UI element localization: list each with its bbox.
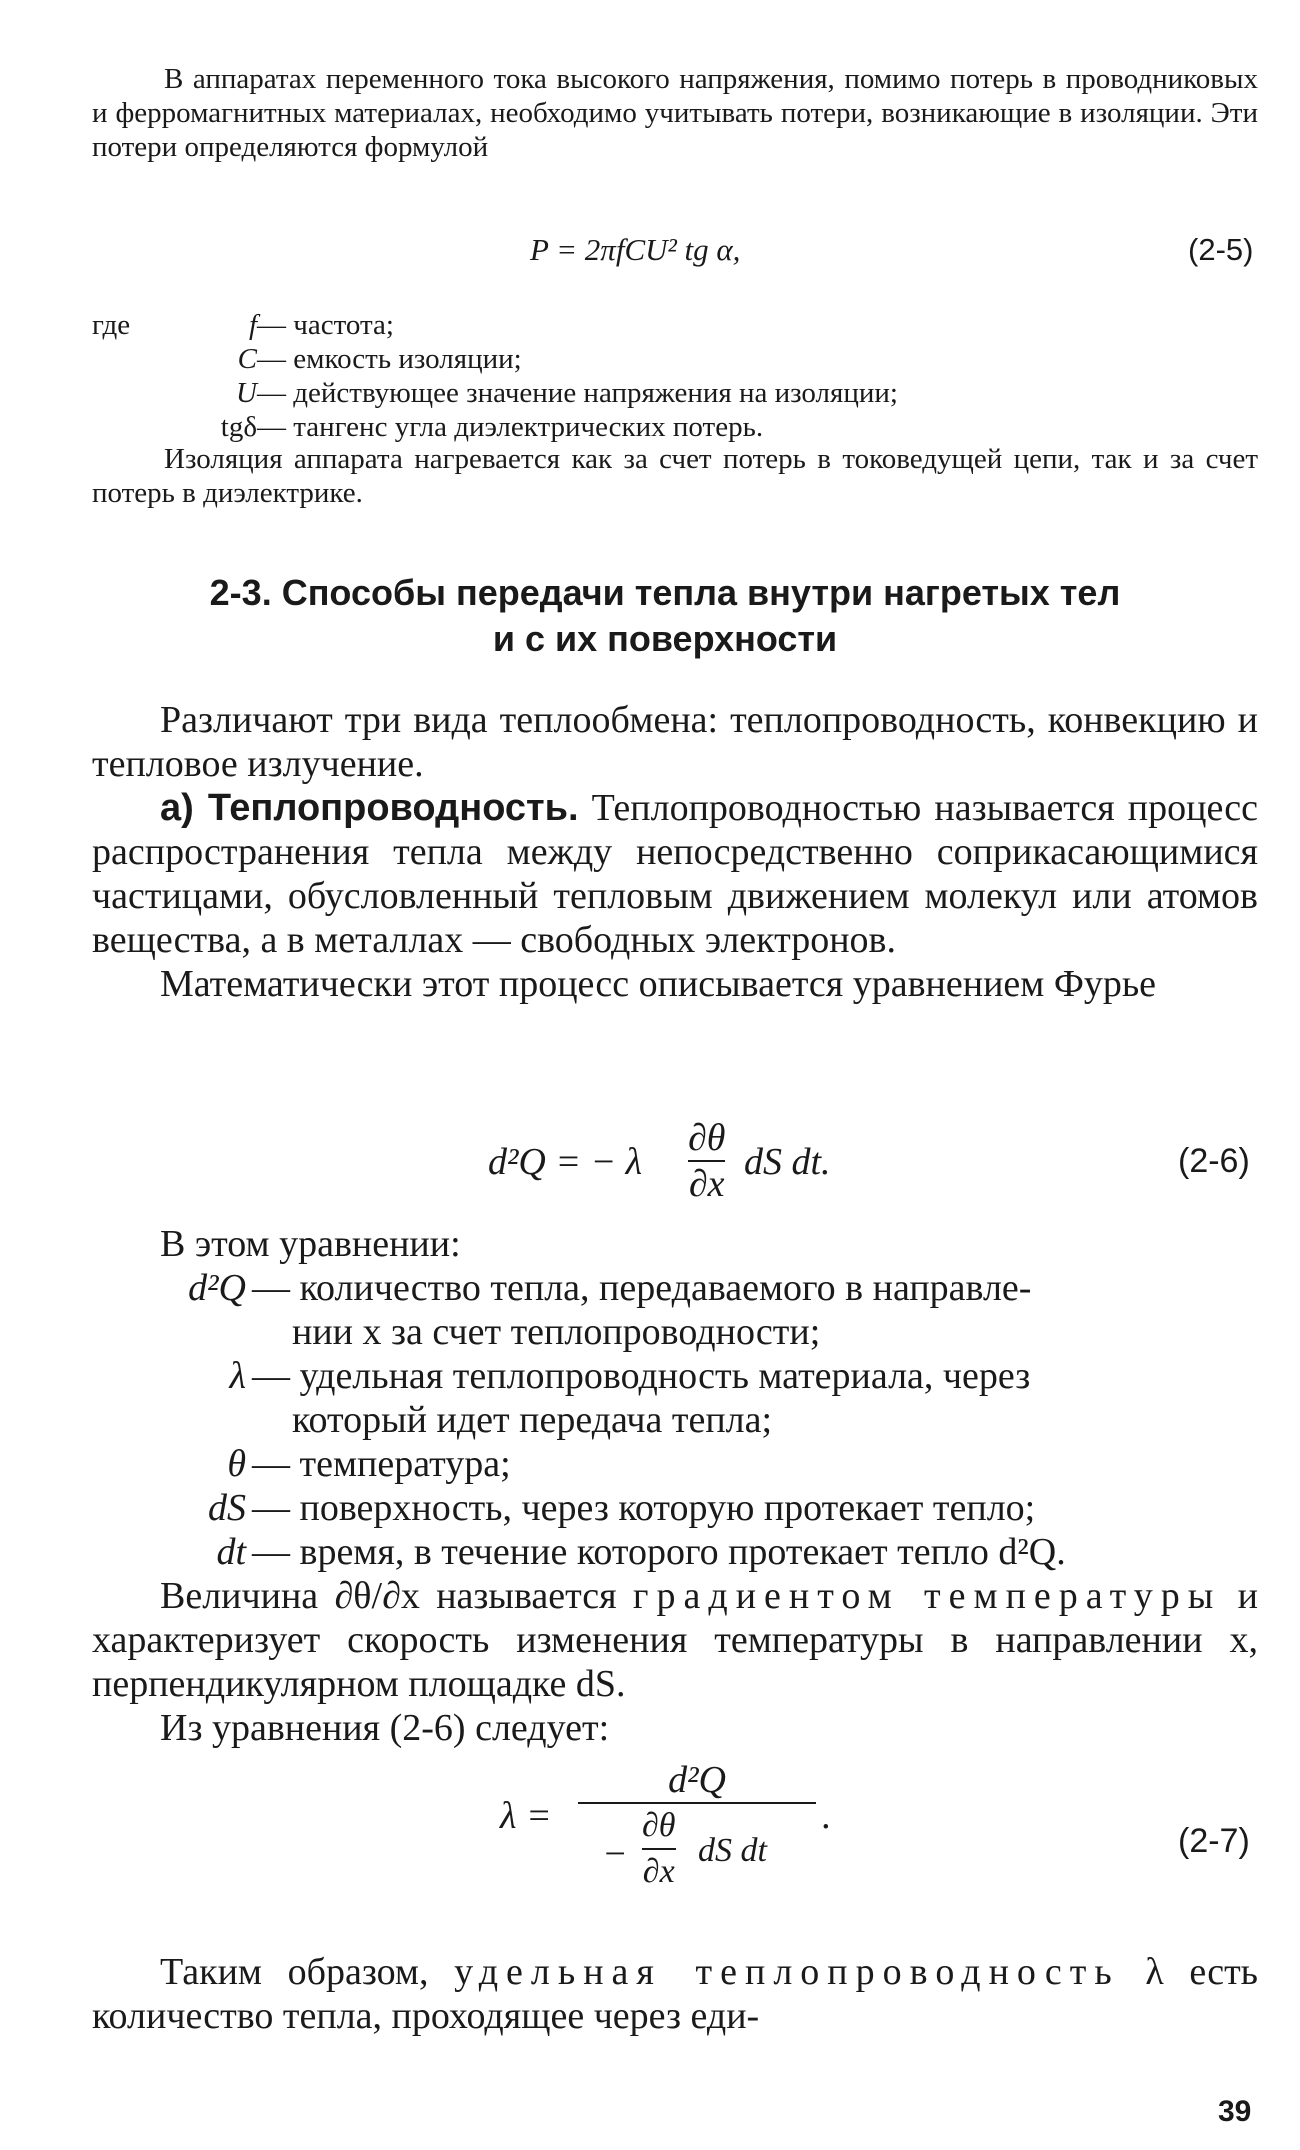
equation-intro: В этом уравнении: <box>160 1223 461 1265</box>
fourier-paragraph: Математически этот процесс описывается уравнением Фурье <box>160 963 1157 1005</box>
book-page: В аппаратах переменного тока высокого напряжения, помимо потерь в проводниковых и ферромагнитных материалах, необходимо учитывать потери, возникающие в изоляции. Эти потери определяются формулой P = 2πfCU² tg α, (2-5) где f— частота; C— емкость изоляции; U— действующее значение напряжения на изоляции; tgδ— тангенс угла диэлектрических потерь. Изоляция аппарата нагревается как за счет потерь в токоведущей цепи, так и за счет потерь в диэлектрике. 2-3. Способы передачи тепла внутри нагретых тел и с их поверхности Различают три вида теплообмена: теплопроводность, конвекцию и тепловое излучение. а) Теплопроводность. Теплопроводностью называется процесс распространения тепла между непосредственно соприкасающимися частицами, обусловленный тепловым движением молекул или атомов вещества, а в металлах — свободных электронов. Математически этот процесс описывается уравнением Фурье d²Q = − λ ∂θ ∂x dS dt. (2-6) В этом уравнении: d²Q — количество тепла, передаваемого в направле- нии x за счет теплопроводности; λ — удельная теплопроводность материала, через который идет передача тепла; θ — температура; dS — поверхность, через которую протекает тепло; dt — время, в течение которого протекает тепло d²Q. Величина ∂θ/∂x называется градиентом температуры и характеризует скорость изменения температуры в направлении x, перпендикулярном площадке dS. Из уравнения (2-6) следует: λ = d²Q − ∂θ ∂x dS dt . (2-7) Таким образом, удельная теплопроводность λ есть количество тепла, проходящее через еди- 39 <box>0 0 1300 2150</box>
formula-2-7-number: (2-7) <box>1178 1822 1250 1860</box>
fraction-bar <box>642 1848 676 1850</box>
formula-2-6-fraction: ∂θ ∂x <box>688 1117 726 1205</box>
formula-2-6-lhs: d²Q = − λ <box>488 1141 643 1183</box>
formula-2-6 <box>0 1118 1300 1208</box>
formula-2-6-number: (2-6) <box>1178 1142 1250 1180</box>
where-item: tgδ— тангенс угла диэлектрических потерь. <box>220 411 764 443</box>
page-number: 39 <box>1218 2095 1252 2128</box>
formula-2-7: λ = d²Q − ∂θ ∂x dS dt . (2-7) <box>0 1760 1300 1910</box>
where-item: U— действующее значение напряжения на изоляции; <box>236 377 898 409</box>
formula-2-5-expression: P = 2πfCU² tg α, <box>530 232 741 267</box>
where-item: f— частота; <box>248 309 394 341</box>
gradient-paragraph: Величина ∂θ/∂x называется градиентом температуры и характеризует скорость изменения температуры в направлении x, перпендикулярном площадке dS. <box>92 1575 1259 1705</box>
fraction-bar <box>578 1802 816 1804</box>
body-text-lower <box>92 1574 1258 1750</box>
formula-2-7-lhs: λ = <box>500 1795 552 1837</box>
intro-paragraph: В аппаратах переменного тока высокого напряжения, помимо потерь в проводниковых и ферромагнитных материалах, необходимо учитывать потери, возникающие в изоляции. Эти потери определяются формулой <box>92 63 1258 163</box>
formula-2-7-denominator: − ∂θ ∂x dS dt <box>602 1807 767 1890</box>
formula-2-6-rhs: dS dt. <box>744 1141 831 1183</box>
section-heading: 2-3. Способы передачи тепла внутри нагретых тел и с их поверхности <box>209 572 1121 659</box>
fraction-bar <box>688 1160 725 1162</box>
heat-exchange-paragraph: Различают три вида теплообмена: теплопроводность, конвекцию и тепловое излучение. <box>92 699 1258 785</box>
conduction-label: а) Теплопроводность. <box>160 787 579 829</box>
formula-2-5 <box>0 232 1300 272</box>
formula-2-5-number: (2-5) <box>1188 232 1254 267</box>
final-paragraph: Таким образом, удельная теплопроводность λ есть количество тепла, проходящее через еди- <box>92 1951 1259 2037</box>
body-text-upper <box>92 698 1258 1006</box>
conduction-paragraph: а) Теплопроводность. Теплопроводностью называется процесс распространения тепла между непосредственно соприкасающимися частицами, обусловленный тепловым движением молекул или атомов вещества, а в металлах — свободных электронов. <box>92 787 1259 961</box>
where-item: C— емкость изоляции; <box>237 343 522 375</box>
inner-fraction: ∂θ ∂x <box>642 1807 676 1890</box>
formula-2-7-fraction: d²Q − ∂θ ∂x dS dt <box>578 1760 816 1902</box>
where-label: где <box>92 309 131 341</box>
follows-paragraph: Из уравнения (2-6) следует: <box>160 1707 610 1749</box>
insulation-paragraph: Изоляция аппарата нагревается как за счет потерь в токоведущей цепи, так и за счет потерь в диэлектрике. <box>92 443 1258 509</box>
